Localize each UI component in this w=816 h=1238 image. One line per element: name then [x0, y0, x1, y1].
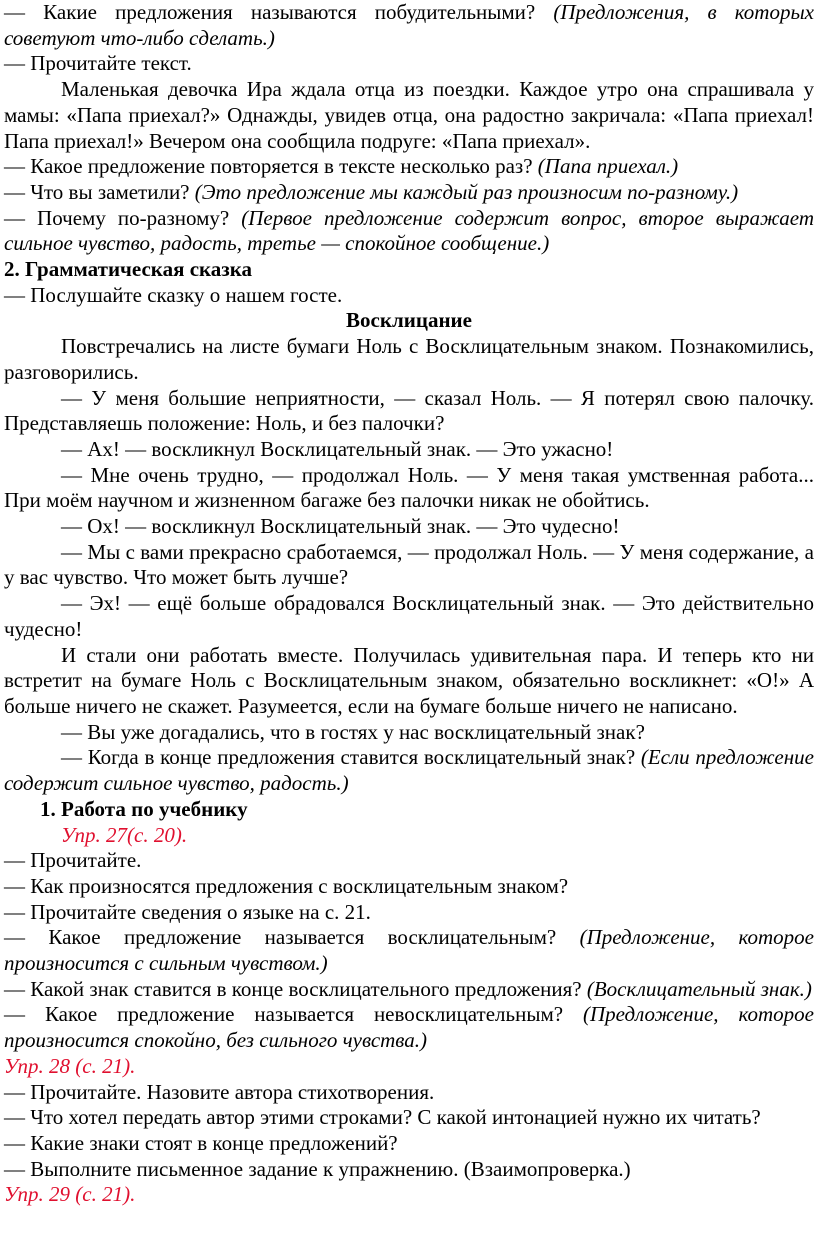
text: — Когда в конце предложения ставится восклицательный знак? — [61, 745, 641, 770]
paragraph — [4, 1080, 814, 1106]
text: — Прочитайте. Назовите автора стихотворения. — [4, 1079, 435, 1104]
text: — Какой знак ставится в конце восклицательного предложения? — [4, 976, 587, 1001]
exercise-reference: Упр. 27(с. 20). — [61, 822, 188, 847]
paragraph — [4, 334, 814, 385]
paragraph — [4, 77, 814, 154]
answer-text: (Предложения, в которых советуют что-либо сделать.) — [4, 0, 814, 50]
text: — Какие знаки стоят в конце предложений? — [4, 1130, 398, 1155]
text: — Что вы заметили? — [4, 179, 195, 204]
text: — Вы уже догадались, что в гостях у нас восклицательный знак? — [61, 719, 645, 744]
text: — Какое предложение называется восклицательным? — [4, 925, 580, 950]
paragraph — [4, 720, 814, 746]
paragraph — [4, 1131, 814, 1157]
answer-text: (Предложение, которое произносится с сильным чувством.) — [4, 925, 815, 976]
bold-heading: 1. Работа по учебнику — [40, 796, 248, 821]
text: — Почему по-разному? — [4, 205, 242, 230]
paragraph — [4, 1105, 814, 1131]
text: Маленькая девочка Ира ждала отца из поездки. Каждое утро она спрашивала у мамы: «Папа приехал?» Однажды, увидев отца, она радостно закричала: «Папа приехал! Папа приехал!» Вечером она сообщила подруге: «Папа приехал». — [4, 77, 814, 153]
paragraph — [4, 643, 814, 720]
exercise-reference: Упр. 28 (с. 21). — [4, 1053, 136, 1078]
text: Повстречались на листе бумаги Ноль с Восклицательным знаком. Познакомились, разговорились. — [4, 334, 814, 384]
paragraph — [4, 283, 814, 309]
answer-text: (Первое предложение содержит вопрос, второе выражает сильное чувство, радость, третье — спокойное сообщение.) — [4, 205, 814, 256]
paragraph — [4, 0, 814, 51]
text: — Как произносятся предложения с восклицательным знаком? — [4, 873, 569, 898]
paragraph — [4, 1182, 814, 1208]
text: — Выполните письменное задание к упражнению. (Взаимопроверка.) — [4, 1156, 631, 1181]
text: — Какое предложение повторяется в тексте несколько раз? — [4, 154, 538, 179]
text: — Ах! — воскликнул Восклицательный знак. — Это ужасно! — [61, 436, 614, 461]
paragraph — [4, 900, 814, 926]
text: — Прочитайте текст. — [4, 51, 192, 76]
paragraph — [4, 514, 814, 540]
paragraph — [4, 874, 814, 900]
paragraph — [4, 206, 814, 257]
text: И стали они работать вместе. Получилась удивительная пара. И теперь кто ни встретит на бумаге Ноль с Восклицательным знаком, обязательно воскликнет: «О!» А больше ничего не скажет. Разумеется, если на бумаге больше ничего не написано. — [4, 642, 814, 718]
text: — Какие предложения называются побудительными? — [4, 0, 554, 24]
text: — Мы с вами прекрасно сработаемся, — продолжал Ноль. — У меня содержание, а у вас чувство. Что может быть лучше? — [4, 539, 814, 590]
paragraph — [4, 1054, 814, 1080]
paragraph — [4, 1002, 814, 1053]
text: — Послушайте сказку о нашем госте. — [4, 282, 343, 307]
paragraph — [4, 540, 814, 591]
text: — Мне очень трудно, — продолжал Ноль. — У меня такая умственная работа... При моём научном и жизненном багаже без палочки никак не обойтись. — [4, 462, 814, 513]
paragraph — [4, 180, 814, 206]
answer-text: (Восклицательный знак.) — [586, 976, 812, 1001]
section-heading — [4, 308, 814, 334]
paragraph — [4, 745, 814, 796]
text: — Что хотел передать автор этими строками? С какой интонацией нужно их читать? — [4, 1105, 761, 1130]
paragraph — [4, 925, 814, 976]
paragraph — [4, 154, 814, 180]
paragraph — [4, 51, 814, 77]
answer-text: (Это предложение мы каждый раз произносим по-разному.) — [194, 179, 739, 204]
answer-text: (Предложение, которое произносится спокойно, без сильного чувства.) — [4, 1002, 814, 1053]
paragraph — [4, 591, 814, 642]
answer-text: (Если предложение содержит сильное чувство, радость.) — [4, 745, 814, 796]
paragraph — [4, 1157, 814, 1183]
paragraph — [4, 797, 814, 823]
bold-heading: Восклицание — [346, 308, 472, 333]
document-page — [4, 0, 814, 1208]
text: — Эх! — ещё больше обрадовался Восклицательный знак. — Это действительно чудесно! — [4, 591, 814, 641]
text: — У меня большие неприятности, — сказал Ноль. — Я потерял свою палочку. Представляешь положение: Ноль, и без палочки? — [4, 385, 814, 436]
text: — Прочитайте сведения о языке на с. 21. — [4, 899, 371, 924]
bold-heading: 2. Грамматическая сказка — [4, 257, 253, 282]
paragraph — [4, 386, 814, 437]
paragraph — [4, 977, 814, 1003]
paragraph — [4, 823, 814, 849]
paragraph — [4, 257, 814, 283]
paragraph — [4, 437, 814, 463]
paragraph — [4, 848, 814, 874]
text: — Прочитайте. — [4, 848, 142, 873]
text: — Ох! — воскликнул Восклицательный знак. — Это чудесно! — [61, 514, 620, 539]
exercise-reference: Упр. 29 (с. 21). — [4, 1182, 136, 1207]
answer-text: (Папа приехал.) — [537, 154, 679, 179]
paragraph — [4, 463, 814, 514]
text: — Какое предложение называется невосклицательным? — [4, 1002, 584, 1027]
